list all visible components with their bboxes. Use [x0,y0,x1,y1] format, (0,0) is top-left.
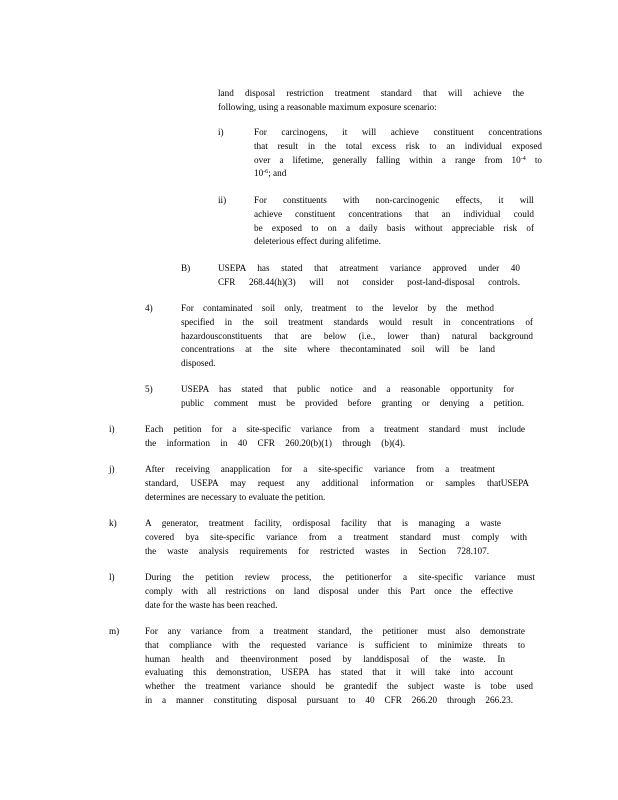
text-line [254,154,542,168]
text-line: standard, USEPA may request any additional information or samples thatUSEPA [145,477,529,488]
text-line: During the petition review process, the petitionerfor a site-specific variance must [145,572,535,582]
item-label-4: 4) [145,303,153,313]
item-label-l: l) [109,572,115,582]
text-line: be exposed to on a daily basis without appreciable risk of [254,222,534,233]
item-label-k: k) [109,518,117,528]
paragraph-m [145,625,533,708]
text-line-part: ; and [268,168,287,179]
paragraph-sub-i [254,126,542,181]
text-line: human health and theenvironment posed by landdisposal of the waste. In [145,653,505,664]
text-line: date for the waste has been reached. [145,599,278,610]
text-line: USEPA has stated that atreatment variance approved under 40 [218,263,520,273]
text-line: covered bya site-specific variance from a treatment standard must comply with [145,531,527,542]
text-line: comply with all restrictions on land disposal under this Part once the effective [145,585,513,596]
text-line: For contaminated soil only, treatment to the levelor by the method [181,303,494,313]
item-label-sub-i: i) [218,127,224,137]
text-line: following, using a reasonable maximum exposure scenario: [218,101,437,112]
text-line: A generator, treatment facility, ordisposal facility that is managing a waste [145,518,501,528]
paragraph-5 [181,383,524,411]
text-line: concentrations at the site where thecontaminated soil will be land [181,344,495,355]
text-line: the waste analysis requirements for restricted wastes in Section 728.107. [145,545,489,556]
exponent: -6 [263,169,269,176]
text-line: deleterious effect during alifetime. [254,236,381,247]
paragraph-sub-ii [254,194,534,249]
paragraph-4 [181,302,533,371]
text-line: in a manner constituting disposal pursuant to 40 CFR 266.20 through 266.23. [145,694,513,705]
paragraph-k [145,517,527,558]
text-line: that result in the total excess risk to an individual exposed [254,140,542,151]
paragraph-B [218,262,520,290]
paragraph-j [145,463,529,504]
item-label-j: j) [109,464,115,474]
text-line: hazardousconstituents that are below (i.e., lower than) natural background [181,330,533,341]
text-line: Each petition for a site-specific variance from a treatment standard must include [145,424,525,434]
text-line-part: to [534,154,542,165]
text-line: achieve constituent concentrations that an individual could [254,208,534,219]
item-label-sub-ii: ii) [218,195,227,205]
text-line: disposed. [181,358,216,369]
text-line: specified in the soil treatment standards would result in concentrations of [181,316,533,327]
text-line: public comment must be provided before granting or denying a petition. [181,397,524,408]
text-line [254,167,542,181]
text-line: USEPA has stated that public notice and a reasonable opportunity for [181,384,514,394]
item-label-m: m) [109,626,120,636]
paragraph-l [145,571,535,612]
paragraph-intro [218,87,524,115]
text-line: whether the treatment variance should be grantedif the subject waste is tobe used [145,681,533,692]
item-label-5: 5) [145,384,153,394]
text-line: evaluating this demonstration, USEPA has stated that it will take into account [145,667,513,678]
item-label-i: i) [109,424,115,434]
text-line: For constituents with non-carcinogenic effects, it will [254,195,534,205]
text-line: For carcinogens, it will achieve constituent concentrations [254,127,542,137]
item-label-B: B) [181,263,191,273]
text-line-part: 10 [254,168,264,179]
text-line: the information in 40 CFR 260.20(b)(1) through (b)(4). [145,437,405,448]
text-line: After receiving anapplication for a site-specific variance from a treatment [145,464,495,474]
text-line: For any variance from a treatment standard, the petitioner must also demonstrate [145,626,525,636]
text-line: CFR 268.44(h)(3) will not consider post-land-disposal controls. [218,276,520,287]
text-line: that compliance with the requested variance is sufficient to minimize threats to [145,639,525,650]
text-line: land disposal restriction treatment standard that will achieve the [218,88,524,98]
text-line: determines are necessary to evaluate the petition. [145,491,326,502]
paragraph-i [145,423,525,451]
exponent: -4 [520,155,526,162]
text-line-part: over a lifetime, generally falling within a range from 10 [254,154,521,165]
